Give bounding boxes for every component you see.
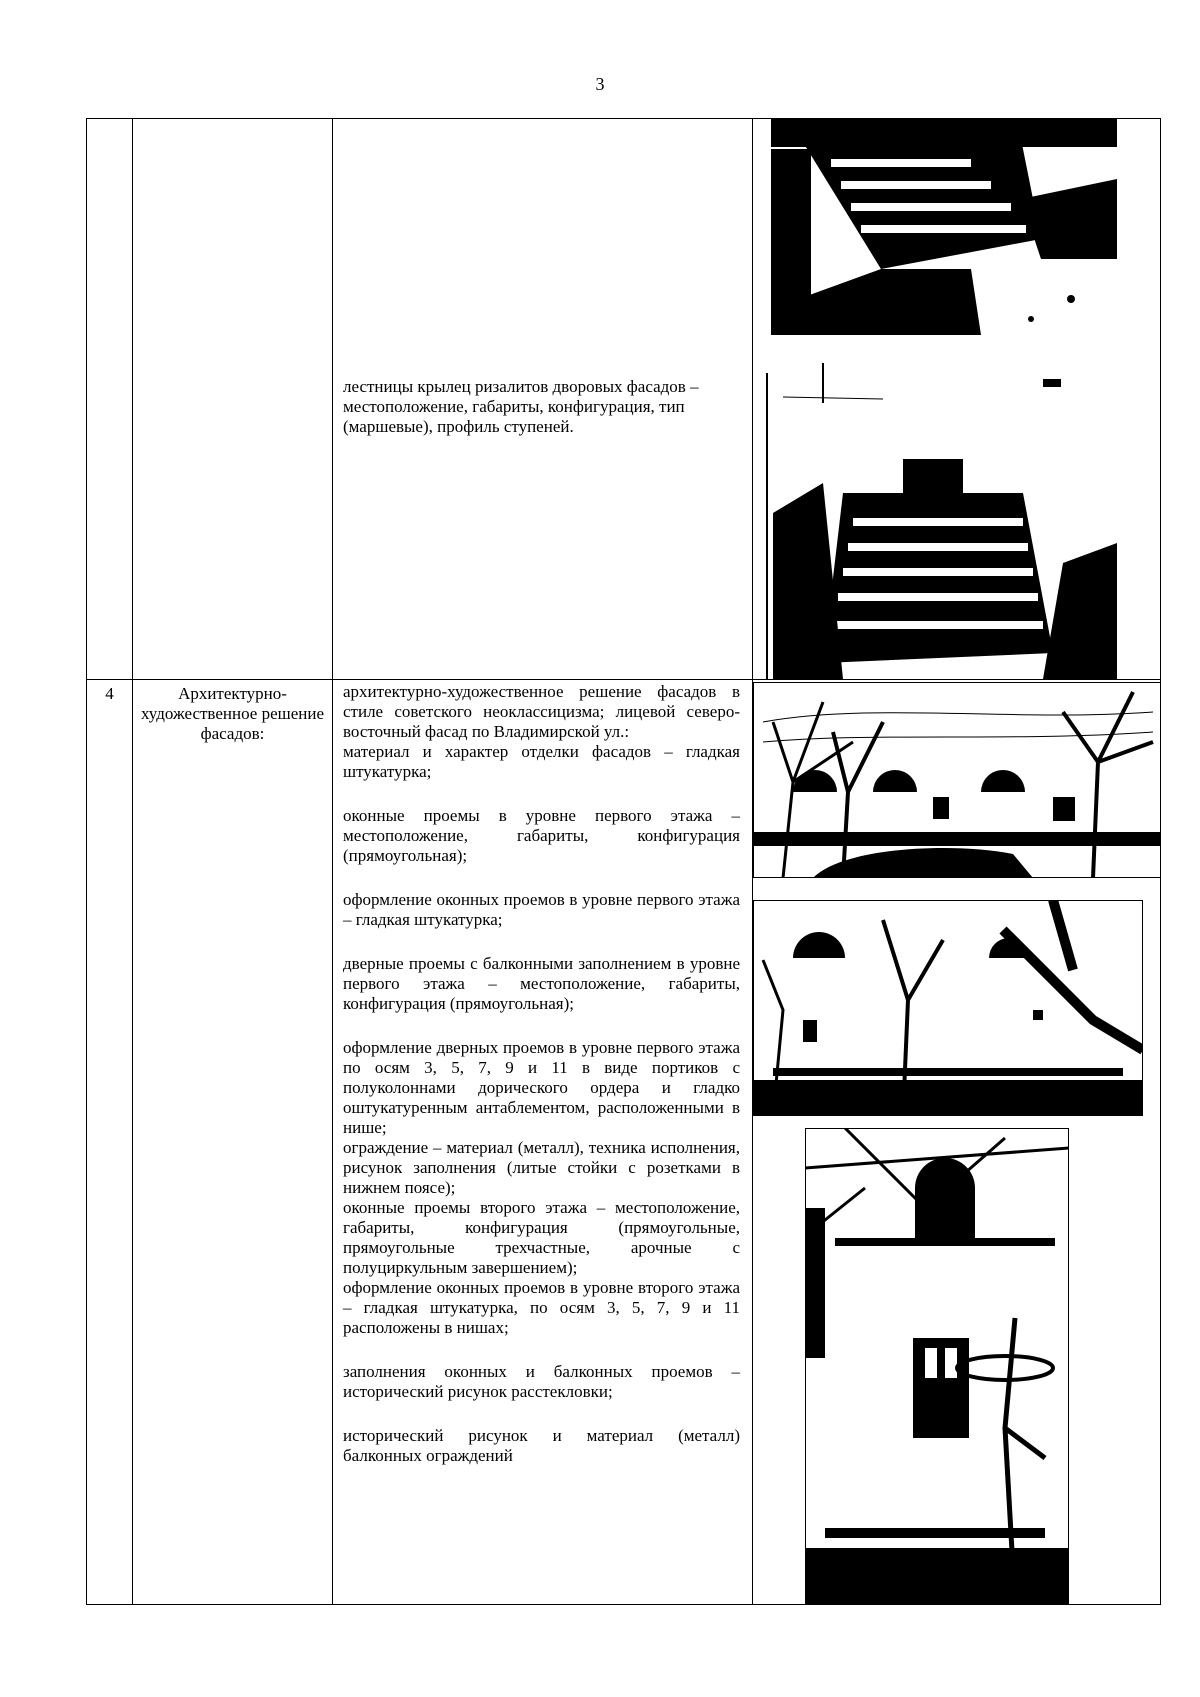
photo-cell [753,680,1161,1605]
facade-photo [753,900,1143,1116]
facade-description [333,680,752,1466]
facade-photo [753,682,1161,878]
element-name-cell [133,119,333,680]
paragraph: оконные проемы в уровне первого этажа – местоположение, габариты, конфигурация (прямоугольная); [343,806,740,865]
description-cell [333,680,753,1605]
paragraph: исторический рисунок и материал (металл) балконных ограждений [343,1426,740,1465]
page-number: 3 [595,74,605,94]
stairs-photo [771,119,1117,335]
paragraph: оформление оконных проемов в уровне первого этажа – гладкая штукатурка; [343,890,740,929]
table-row [87,680,1161,1605]
paragraph: архитектурно-художественное решение фасадов в стиле советского неоклассицизма; лицевой северо-восточный фасад по Владимирской ул.: материал и характер отделки фасадов – гладкая штукатурка; [343,682,740,781]
element-name-cell: Архитектурно-художественное решение фасадов: [133,680,333,1605]
photo-cell [753,119,1161,680]
table-row [87,119,1161,680]
description-cell [333,119,753,680]
paragraph: заполнения оконных и балконных проемов – исторический рисунок расстекловки; [343,1362,740,1401]
facade-photo [805,1128,1069,1604]
row-number-cell [87,119,133,680]
paragraph: дверные проемы с балконными заполнением в уровне первого этажа – местоположение, габариты, конфигурация (прямоугольная); [343,954,740,1013]
row-number-cell: 4 [87,680,133,1605]
stairs-photo [763,363,1117,679]
stairs-description: лестницы крылец ризалитов дворовых фасадов – местоположение, габариты, конфигурация, тип (маршевые), профиль ступеней. [343,377,699,436]
paragraph: оформление дверных проемов в уровне первого этажа по осям 3, 5, 7, 9 и 11 в виде портиков с полуколоннами дорического ордера и гладко оштукатуренным антаблементом, расположенными в нише; ограждение – материал (металл), техника исполнения, рисунок заполнения (литые стойки с розетками в нижнем поясе); оконные проемы второго этажа – местоположение, габариты, конфигурация (прямоугольные, прямоугольные трехчастные, арочные с полуциркульным завершением); оформление оконных проемов в уровне второго этажа – гладкая штукатурка, по осям 3, 5, 7, 9 и 11 расположены в нишах; [343,1038,740,1337]
heritage-table [86,118,1161,1605]
